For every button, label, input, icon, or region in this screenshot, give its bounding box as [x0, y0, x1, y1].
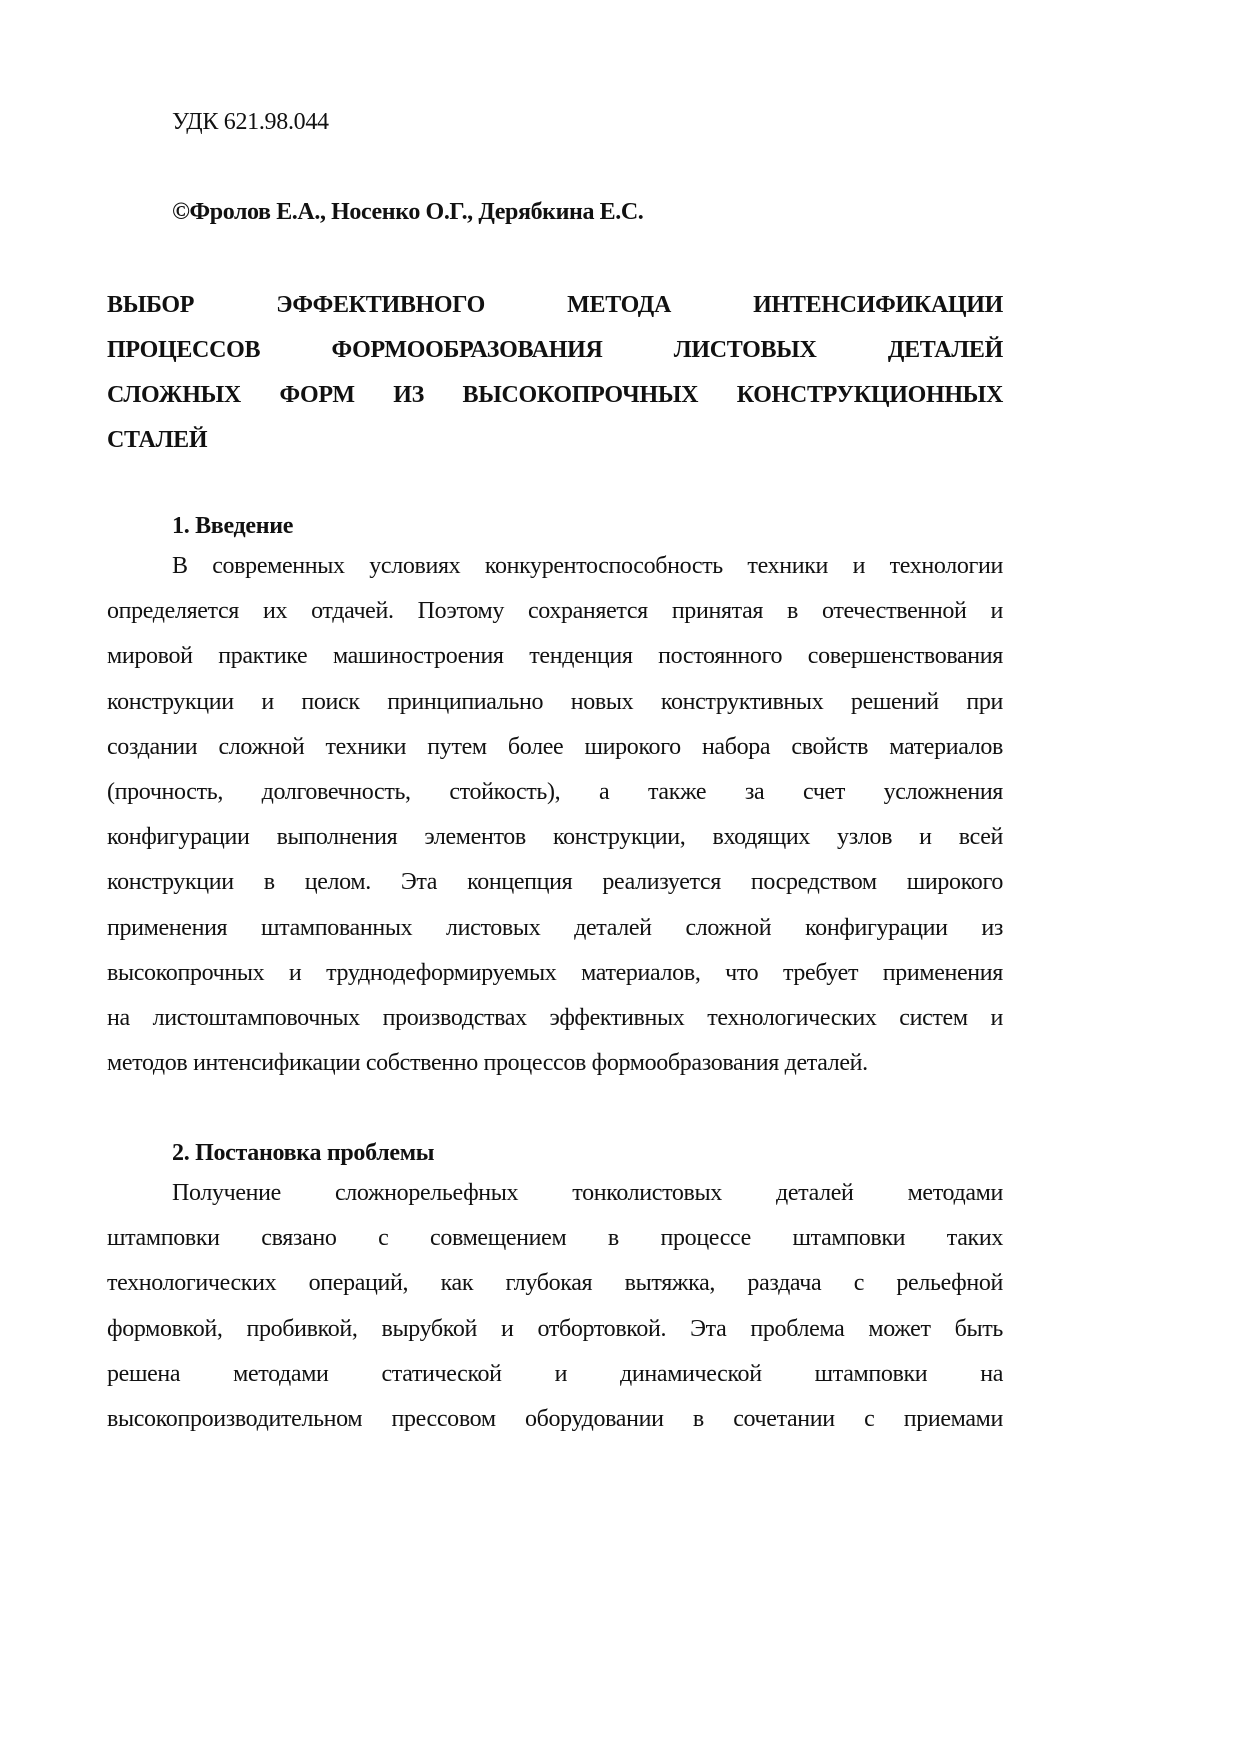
text-line: на листоштамповочных производствах эффективных технологических систем и — [107, 1004, 1003, 1031]
authors-line: ©Фролов Е.А., Носенко О.Г., Дерябкина Е.С. — [172, 199, 644, 225]
text-line: высокопрочных и труднодеформируемых материалов, что требует применения — [107, 959, 1003, 986]
section-introduction — [107, 508, 1003, 1086]
paragraph — [107, 544, 1003, 1086]
text-line: конструкции в целом. Эта концепция реализуется посредством широкого — [107, 869, 1003, 896]
text-line: технологических операций, как глубокая вытяжка, раздача с рельефной — [107, 1270, 1003, 1297]
text-line: применения штампованных листовых деталей сложной конфигурации из — [107, 914, 1003, 941]
text-line: создании сложной техники путем более широкого набора свойств материалов — [107, 733, 1003, 760]
section-problem-statement — [107, 1135, 1003, 1442]
paper-title — [107, 283, 1003, 463]
title-line: ПРОЦЕССОВ ФОРМООБРАЗОВАНИЯ ЛИСТОВЫХ ДЕТАЛЕЙ — [107, 337, 1003, 363]
text-line: Получение сложнорельефных тонколистовых деталей методами — [172, 1180, 1003, 1206]
text-line: В современных условиях конкурентоспособность техники и технологии — [172, 553, 1003, 579]
text-line: конструкции и поиск принципиально новых конструктивных решений при — [107, 688, 1003, 715]
text-line: конфигурации выполнения элементов конструкции, входящих узлов и всей — [107, 824, 1003, 851]
title-line: СЛОЖНЫХ ФОРМ ИЗ ВЫСОКОПРОЧНЫХ КОНСТРУКЦИОННЫХ — [107, 382, 1003, 408]
text-line: формовкой, пробивкой, вырубкой и отбортовкой. Эта проблема может быть — [107, 1315, 1003, 1342]
section-heading: 1. Введение — [172, 513, 294, 539]
text-line: (прочность, долговечность, стойкость), а также за счет усложнения — [107, 778, 1003, 805]
title-line: СТАЛЕЙ — [107, 427, 208, 453]
text-line: решена методами статической и динамической штамповки на — [107, 1360, 1003, 1387]
udc-code: УДК 621.98.044 — [172, 109, 329, 135]
text-line: штамповки связано с совмещением в процессе штамповки таких — [107, 1225, 1003, 1252]
text-line: методов интенсификации собственно процессов формообразования деталей. — [107, 1050, 868, 1077]
paragraph — [107, 1171, 1003, 1442]
text-line: определяется их отдачей. Поэтому сохраняется принятая в отечественной и — [107, 598, 1003, 625]
text-line: мировой практике машиностроения тенденция постоянного совершенствования — [107, 643, 1003, 670]
title-line: ВЫБОР ЭФФЕКТИВНОГО МЕТОДА ИНТЕНСИФИКАЦИИ — [107, 292, 1003, 318]
section-heading: 2. Постановка проблемы — [172, 1140, 435, 1166]
text-line: высокопроизводительном прессовом оборудовании в сочетании с приемами — [107, 1405, 1003, 1432]
